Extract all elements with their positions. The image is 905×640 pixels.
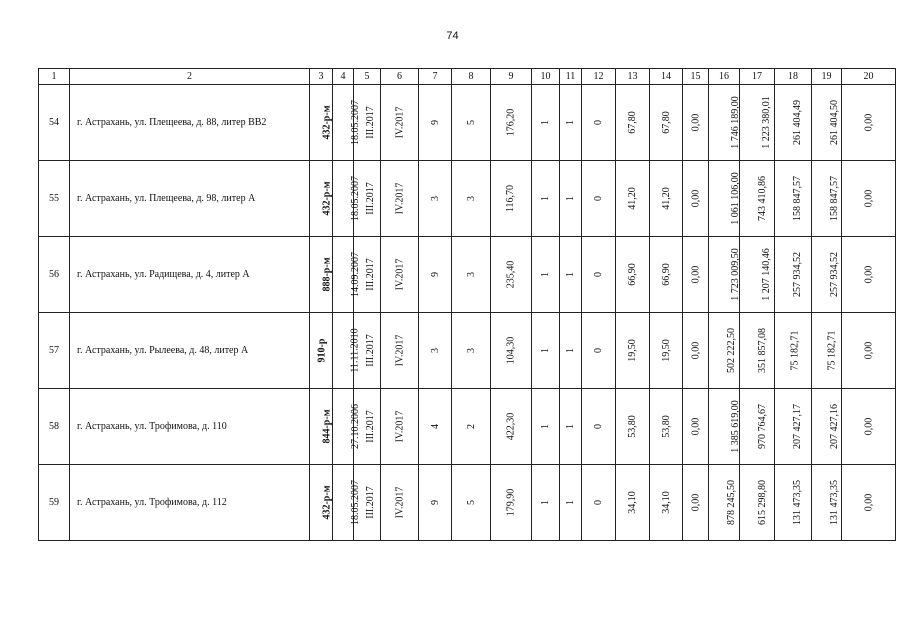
col11-cell <box>560 237 582 313</box>
col18-text: 257 934,52 <box>792 252 803 297</box>
total-cost-text: 878 245,50 <box>726 480 737 525</box>
col8-text: 3 <box>465 272 477 277</box>
col20-cell <box>842 389 896 465</box>
col13-text: 53,80 <box>627 415 638 438</box>
col13-cell <box>616 389 650 465</box>
col14-cell <box>650 313 683 389</box>
col11-text: 1 <box>565 272 576 277</box>
header-cell: 16 <box>709 69 740 85</box>
address-cell: г. Астрахань, ул. Трофимова, д. 112 <box>70 465 310 541</box>
header-cell: 15 <box>683 69 709 85</box>
col12-cell <box>582 313 616 389</box>
col7-cell <box>419 85 452 161</box>
column-number-header-row <box>39 69 896 85</box>
col13-cell <box>616 313 650 389</box>
col8-cell <box>452 161 491 237</box>
document-number-cell <box>310 313 333 389</box>
col15-text: 0,00 <box>690 417 701 436</box>
header-cell: 6 <box>381 69 419 85</box>
header-cell: 4 <box>333 69 354 85</box>
col13-cell <box>616 161 650 237</box>
document-number-cell <box>310 237 333 313</box>
col17-cell <box>740 85 775 161</box>
col14-cell <box>650 237 683 313</box>
col11-text: 1 <box>565 196 576 201</box>
document-number-cell <box>310 389 333 465</box>
period-start-text: III.2017 <box>364 182 376 215</box>
col19-text: 261 404,50 <box>829 100 840 145</box>
col8-text: 3 <box>465 348 477 353</box>
period-end-text: IV.2017 <box>393 334 405 367</box>
document-number-text: 910-р <box>316 338 328 363</box>
col12-cell <box>582 465 616 541</box>
col19-text: 158 847,57 <box>829 176 840 221</box>
col15-cell <box>683 161 709 237</box>
document-date-text: 11.11.2010 <box>349 328 361 373</box>
col17-cell <box>740 465 775 541</box>
col14-cell <box>650 85 683 161</box>
row-number-cell: 55 <box>39 161 70 237</box>
col19-cell <box>812 161 842 237</box>
col20-cell <box>842 161 896 237</box>
col20-text: 0,00 <box>863 493 874 512</box>
col19-text: 131 473,35 <box>829 480 840 525</box>
header-cell: 2 <box>70 69 310 85</box>
area-text: 179,90 <box>505 488 517 517</box>
document-date-cell <box>333 237 361 313</box>
col13-text: 34,10 <box>627 491 638 514</box>
col19-cell <box>812 237 842 313</box>
col12-text: 0 <box>593 196 604 201</box>
col13-text: 67,80 <box>627 111 638 134</box>
area-text: 116,70 <box>505 184 517 213</box>
col11-cell <box>560 85 582 161</box>
col7-text: 9 <box>429 272 441 277</box>
col17-text: 615 298,80 <box>757 480 768 525</box>
col19-text: 207 427,16 <box>829 404 840 449</box>
period-start-text: III.2017 <box>364 486 376 519</box>
table-row <box>39 85 896 161</box>
col7-cell <box>419 237 452 313</box>
col8-text: 5 <box>465 120 477 125</box>
header-cell: 18 <box>775 69 812 85</box>
period-end-text: IV.2017 <box>393 182 405 215</box>
col11-cell <box>560 465 582 541</box>
col17-cell <box>740 237 775 313</box>
header-cell: 17 <box>740 69 775 85</box>
col7-text: 3 <box>429 196 441 201</box>
col10-text: 1 <box>540 500 551 505</box>
col11-cell <box>560 161 582 237</box>
col20-cell <box>842 313 896 389</box>
document-number-text: 432-р-м <box>321 105 333 140</box>
col13-text: 41,20 <box>627 187 638 210</box>
col11-cell <box>560 389 582 465</box>
period-end-cell <box>381 313 419 389</box>
col18-cell <box>775 237 812 313</box>
total-cost-cell <box>709 161 740 237</box>
period-end-cell <box>381 85 419 161</box>
col10-text: 1 <box>540 348 551 353</box>
document-number-cell <box>310 465 333 541</box>
col20-text: 0,00 <box>863 341 874 360</box>
col14-text: 34,10 <box>660 491 672 514</box>
col7-cell <box>419 389 452 465</box>
col10-cell <box>532 313 560 389</box>
col11-cell <box>560 313 582 389</box>
header-cell: 3 <box>310 69 333 85</box>
col19-cell <box>812 85 842 161</box>
row-number-cell: 58 <box>39 389 70 465</box>
address-cell: г. Астрахань, ул. Рылеева, д. 48, литер А <box>70 313 310 389</box>
col8-text: 5 <box>465 500 477 505</box>
col12-text: 0 <box>593 348 604 353</box>
col17-text: 1 223 380,01 <box>760 96 772 149</box>
col10-text: 1 <box>540 424 551 429</box>
col17-text: 351 857,08 <box>757 328 768 373</box>
table-row <box>39 313 896 389</box>
period-end-text: IV.2017 <box>393 106 405 139</box>
total-cost-text: 502 222,50 <box>726 328 737 373</box>
period-start-text: III.2017 <box>364 410 376 443</box>
col13-cell <box>616 465 650 541</box>
col10-text: 1 <box>540 272 551 277</box>
col7-text: 4 <box>429 424 441 429</box>
period-end-cell <box>381 389 419 465</box>
col8-text: 2 <box>465 424 477 429</box>
header-cell: 19 <box>812 69 842 85</box>
table-row <box>39 389 896 465</box>
col12-text: 0 <box>593 272 604 277</box>
document-number-text: 432-р-м <box>321 485 333 520</box>
col13-text: 19,50 <box>627 339 638 362</box>
col10-text: 1 <box>540 120 551 125</box>
table-row <box>39 465 896 541</box>
col15-cell <box>683 389 709 465</box>
document-number-text: 844-р-м <box>321 409 333 444</box>
col13-cell <box>616 237 650 313</box>
col15-text: 0,00 <box>690 265 701 284</box>
col15-text: 0,00 <box>690 189 701 208</box>
col10-cell <box>532 389 560 465</box>
header-cell: 20 <box>842 69 896 85</box>
col17-text: 743 410,86 <box>757 176 768 221</box>
col15-text: 0,00 <box>690 493 701 512</box>
col20-text: 0,00 <box>863 265 874 284</box>
col7-cell <box>419 465 452 541</box>
document-date-text: 14.09.2007 <box>350 252 361 297</box>
col8-cell <box>452 85 491 161</box>
col18-text: 261 404,49 <box>792 100 803 145</box>
col18-text: 207 427,17 <box>792 404 803 449</box>
col11-text: 1 <box>565 348 576 353</box>
col14-cell <box>650 389 683 465</box>
total-cost-text: 1 061 106,00 <box>729 172 741 225</box>
col15-cell <box>683 313 709 389</box>
total-cost-text: 1 385 619,00 <box>729 400 741 453</box>
col20-cell <box>842 237 896 313</box>
header-cell: 1 <box>39 69 70 85</box>
header-cell: 12 <box>582 69 616 85</box>
col17-cell <box>740 313 775 389</box>
col20-text: 0,00 <box>863 113 874 132</box>
col18-text: 75 182,71 <box>789 330 801 371</box>
col8-cell <box>452 237 491 313</box>
header-cell: 13 <box>616 69 650 85</box>
document-date-cell <box>333 465 361 541</box>
col8-cell <box>452 465 491 541</box>
col20-text: 0,00 <box>863 417 874 436</box>
area-cell <box>491 313 532 389</box>
row-number-cell: 54 <box>39 85 70 161</box>
col17-cell <box>740 389 775 465</box>
total-cost-cell <box>709 389 740 465</box>
header-cell: 10 <box>532 69 560 85</box>
total-cost-text: 1 746 189,00 <box>729 96 741 149</box>
col18-text: 158 847,57 <box>792 176 803 221</box>
col13-cell <box>616 85 650 161</box>
row-number-cell: 59 <box>39 465 70 541</box>
area-cell <box>491 161 532 237</box>
col10-cell <box>532 237 560 313</box>
period-start-text: III.2017 <box>364 258 376 291</box>
col12-cell <box>582 85 616 161</box>
area-cell <box>491 237 532 313</box>
col14-text: 66,90 <box>660 263 672 286</box>
col19-cell <box>812 313 842 389</box>
col20-cell <box>842 465 896 541</box>
address-cell: г. Астрахань, ул. Плещеева, д. 88, литер ВВ2 <box>70 85 310 161</box>
col18-cell <box>775 85 812 161</box>
area-text: 422,30 <box>505 412 517 441</box>
col14-cell <box>650 465 683 541</box>
col18-cell <box>775 465 812 541</box>
col7-cell <box>419 313 452 389</box>
header-cell: 14 <box>650 69 683 85</box>
col15-cell <box>683 237 709 313</box>
document-number-cell <box>310 85 333 161</box>
col17-text: 970 764,67 <box>757 404 768 449</box>
period-start-text: III.2017 <box>364 106 376 139</box>
col15-cell <box>683 465 709 541</box>
total-cost-text: 1 723 009,50 <box>729 248 741 301</box>
total-cost-cell <box>709 465 740 541</box>
total-cost-cell <box>709 85 740 161</box>
header-cell: 8 <box>452 69 491 85</box>
col19-cell <box>812 465 842 541</box>
col7-text: 3 <box>429 348 441 353</box>
col18-cell <box>775 389 812 465</box>
area-cell <box>491 465 532 541</box>
document-date-text: 18.05.2007 <box>350 176 361 221</box>
col17-cell <box>740 161 775 237</box>
document-date-text: 18.05.2007 <box>350 100 361 145</box>
col12-text: 0 <box>593 120 604 125</box>
col19-text: 257 934,52 <box>829 252 840 297</box>
header-cell: 11 <box>560 69 582 85</box>
address-cell: г. Астрахань, ул. Трофимова, д. 110 <box>70 389 310 465</box>
period-end-cell <box>381 465 419 541</box>
address-cell: г. Астрахань, ул. Радищева, д. 4, литер А <box>70 237 310 313</box>
col7-text: 9 <box>429 500 441 505</box>
col12-cell <box>582 161 616 237</box>
col15-text: 0,00 <box>690 113 701 132</box>
col15-text: 0,00 <box>690 341 701 360</box>
col14-text: 41,20 <box>660 187 672 210</box>
col15-cell <box>683 85 709 161</box>
col10-cell <box>532 161 560 237</box>
area-text: 176,20 <box>505 108 517 137</box>
col11-text: 1 <box>565 424 576 429</box>
col8-cell <box>452 313 491 389</box>
page-number: 74 <box>446 30 459 42</box>
document-date-text: 27.10.2006 <box>350 404 361 449</box>
col12-text: 0 <box>593 424 604 429</box>
area-text: 235,40 <box>505 260 517 289</box>
col14-text: 53,80 <box>660 415 672 438</box>
area-text: 104,30 <box>505 336 517 365</box>
col11-text: 1 <box>565 120 576 125</box>
col20-text: 0,00 <box>863 189 874 208</box>
col8-cell <box>452 389 491 465</box>
period-end-cell <box>381 237 419 313</box>
total-cost-cell <box>709 237 740 313</box>
col20-cell <box>842 85 896 161</box>
col10-cell <box>532 465 560 541</box>
document-number-text: 888-р-м <box>321 257 333 292</box>
period-end-text: IV.2017 <box>393 410 405 443</box>
col18-cell <box>775 161 812 237</box>
col10-cell <box>532 85 560 161</box>
header-cell: 7 <box>419 69 452 85</box>
col10-text: 1 <box>540 196 551 201</box>
row-number-cell: 56 <box>39 237 70 313</box>
col19-text: 75 182,71 <box>826 330 838 371</box>
col11-text: 1 <box>565 500 576 505</box>
period-end-text: IV.2017 <box>393 258 405 291</box>
col8-text: 3 <box>465 196 477 201</box>
total-cost-cell <box>709 313 740 389</box>
document-date-cell <box>333 85 361 161</box>
area-cell <box>491 389 532 465</box>
header-cell: 5 <box>354 69 381 85</box>
document-date-cell <box>333 161 361 237</box>
col18-cell <box>775 313 812 389</box>
area-cell <box>491 85 532 161</box>
document-number-text: 432-р-м <box>321 181 333 216</box>
col12-text: 0 <box>593 500 604 505</box>
col17-text: 1 207 140,46 <box>760 248 772 301</box>
document-date-cell <box>333 389 361 465</box>
document-date-cell <box>333 313 361 389</box>
col14-cell <box>650 161 683 237</box>
table-row <box>39 161 896 237</box>
table-row <box>39 237 896 313</box>
col12-cell <box>582 237 616 313</box>
col14-text: 19,50 <box>660 339 672 362</box>
housing-register-table <box>38 68 896 541</box>
row-number-cell: 57 <box>39 313 70 389</box>
col14-text: 67,80 <box>660 111 672 134</box>
col13-text: 66,90 <box>627 263 638 286</box>
period-end-cell <box>381 161 419 237</box>
document-number-cell <box>310 161 333 237</box>
col7-cell <box>419 161 452 237</box>
col12-cell <box>582 389 616 465</box>
col7-text: 9 <box>429 120 441 125</box>
period-end-text: IV.2017 <box>393 486 405 519</box>
col18-text: 131 473,35 <box>792 480 803 525</box>
address-cell: г. Астрахань, ул. Плещеева, д. 98, литер А <box>70 161 310 237</box>
col19-cell <box>812 389 842 465</box>
header-cell: 9 <box>491 69 532 85</box>
period-start-text: III.2017 <box>364 334 376 367</box>
document-date-text: 18.05.2007 <box>350 480 361 525</box>
